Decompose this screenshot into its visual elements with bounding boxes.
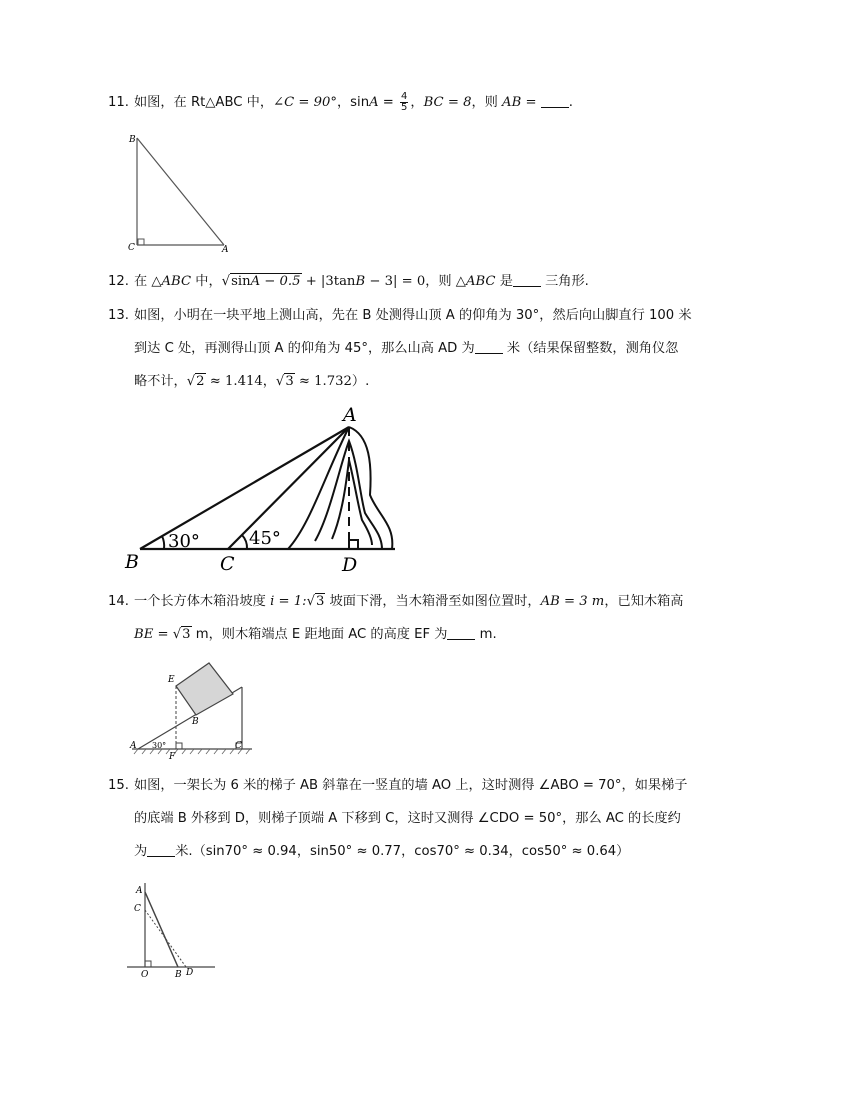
q11-text-2: ，则 bbox=[471, 95, 503, 110]
question-15: 15. 如图，一架长为 6 米的梯子 AB 斜靠在一竖直的墙 AO 上，这时测得 ∠ABO = 70°，如果梯子 的底端 B 外移到 D，则梯子顶端 A 下移到 C，这时又测得 ∠CDO = 50°，那么 AC 的长度约 为 米.（sin70° ≈ 0.94，sin50° ≈ 0.77，cos70° ≈ 0.34，cos50° ≈ 0.64） bbox=[108, 769, 768, 868]
q11-sep1: ，sin bbox=[336, 95, 370, 110]
svg-text:F: F bbox=[169, 752, 176, 760]
q11-eq: = bbox=[378, 95, 399, 110]
answer-blank[interactable] bbox=[447, 625, 475, 640]
label-b: B bbox=[129, 135, 136, 145]
svg-text:C: C bbox=[134, 904, 141, 914]
question-number: 14. bbox=[108, 594, 129, 609]
q11-var-a: A bbox=[369, 95, 379, 110]
question-number: 12. bbox=[108, 274, 129, 289]
q11-sep2: ， bbox=[410, 95, 424, 110]
q11-ab: AB = bbox=[502, 95, 537, 110]
svg-text:A: A bbox=[343, 405, 357, 426]
q15-figure-ladder bbox=[125, 880, 220, 980]
q11-bc: BC = 8 bbox=[423, 95, 472, 110]
q11-figure-triangle bbox=[120, 128, 240, 254]
svg-text:O: O bbox=[141, 970, 149, 980]
answer-blank[interactable] bbox=[475, 339, 503, 354]
question-12: 12. 在 △ABC 中，√sinA − 0.5 + |3tanB − 3| = 0，则 △ABC 是 三角形. bbox=[108, 265, 768, 298]
q11-text-1: 如图，在 Rt△ABC 中， bbox=[134, 95, 274, 110]
label-a: A bbox=[222, 245, 229, 254]
svg-text:C: C bbox=[235, 741, 242, 751]
q14-figure-slope-box bbox=[128, 660, 258, 760]
svg-text:30°: 30° bbox=[152, 741, 167, 750]
svg-text:30°: 30° bbox=[168, 531, 200, 552]
question-number: 13. bbox=[108, 308, 129, 323]
question-14: 14. 一个长方体木箱沿坡度 i = 1:√3 坡面下滑，当木箱滑至如图位置时，AB = 3 m，已知木箱高 BE = √3 m，则木箱端点 E 距地面 AC 的高度 EF 为 m. bbox=[108, 585, 768, 651]
fraction: $\frac{4}{5}$ bbox=[401, 90, 408, 113]
question-13: 13. 如图，小明在一块平地上测山高，先在 B 处测得山顶 A 的仰角为 30°，然后向山脚直行 100 米 到达 C 处，再测得山顶 A 的仰角为 45°，那么山高 AD 为 米（结果保留整数，测角仪忽 略不计，√2 ≈ 1.414，√3 ≈ 1.732）. bbox=[108, 299, 768, 398]
svg-text:C: C bbox=[220, 553, 235, 575]
svg-text:45°: 45° bbox=[249, 528, 281, 549]
answer-blank[interactable] bbox=[147, 842, 175, 857]
svg-text:B: B bbox=[192, 717, 199, 727]
svg-text:A: A bbox=[136, 886, 143, 896]
svg-text:E: E bbox=[168, 675, 175, 685]
question-number: 11. bbox=[108, 95, 129, 110]
question-11: 11. 如图，在 Rt△ABC 中，∠C = 90°，sinA = $\frac{4}{5}$ ，BC = 8，则 AB = . bbox=[108, 86, 768, 119]
svg-text:B: B bbox=[125, 551, 139, 573]
svg-text:D: D bbox=[342, 554, 358, 576]
svg-text:B: B bbox=[175, 970, 182, 980]
label-c: C bbox=[128, 243, 135, 253]
answer-blank[interactable] bbox=[513, 272, 541, 287]
answer-blank[interactable] bbox=[541, 93, 569, 108]
q13-figure-mountain bbox=[120, 405, 410, 577]
q11-angle: ∠C = 90° bbox=[273, 95, 337, 110]
svg-text:A: A bbox=[130, 741, 137, 751]
question-number: 15. bbox=[108, 778, 129, 793]
svg-text:D: D bbox=[186, 968, 194, 978]
